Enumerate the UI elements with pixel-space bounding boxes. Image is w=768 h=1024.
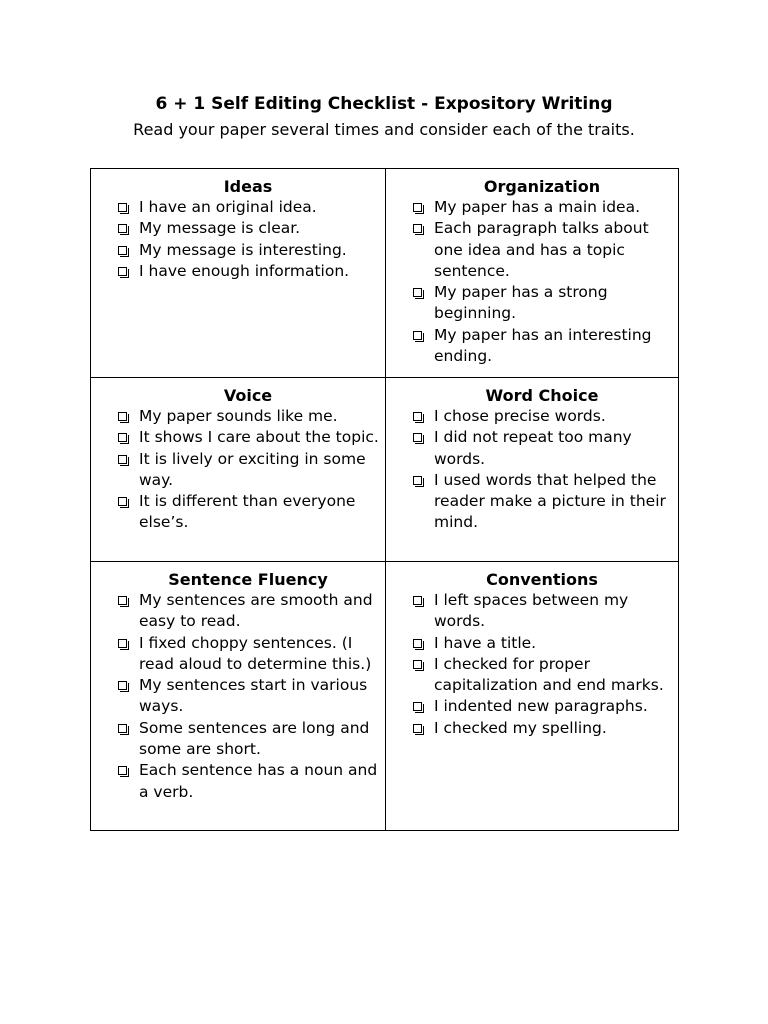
checklist-item xyxy=(115,406,381,427)
checklist-item-text: It shows I care about the topic. xyxy=(139,428,379,447)
checklist-item xyxy=(115,675,381,718)
checkbox-icon[interactable] xyxy=(118,497,127,506)
checklist-item xyxy=(410,282,674,325)
checklist-grid xyxy=(90,168,679,831)
checklist-item-text: I left spaces between my words. xyxy=(434,591,629,631)
checklist-item xyxy=(410,427,674,470)
checklist-item xyxy=(115,491,381,534)
checkbox-icon[interactable] xyxy=(118,203,127,212)
checkbox-icon[interactable] xyxy=(413,203,422,212)
checklist-item xyxy=(115,633,381,676)
checklist-item-text: I have an original idea. xyxy=(139,198,317,216)
checklist-item xyxy=(410,718,674,739)
checklist xyxy=(410,197,674,367)
trait-cell-word-choice xyxy=(386,378,678,561)
checklist-item-text: I fixed choppy sentences. (I read aloud to determine this.) xyxy=(139,633,372,673)
checkbox-icon[interactable] xyxy=(413,660,422,669)
checkbox-icon[interactable] xyxy=(118,224,127,233)
checklist-item xyxy=(115,449,381,492)
trait-heading: Organization xyxy=(483,177,601,196)
checkbox-icon[interactable] xyxy=(118,433,127,442)
checkbox-icon[interactable] xyxy=(118,455,127,464)
checkbox-icon[interactable] xyxy=(413,288,422,297)
checkbox-icon[interactable] xyxy=(118,766,127,775)
checklist-item xyxy=(410,406,674,427)
checkbox-icon[interactable] xyxy=(118,267,127,276)
checklist-item-text: My sentences are smooth and easy to read. xyxy=(139,591,373,631)
checklist-item xyxy=(410,696,674,717)
checkbox-icon[interactable] xyxy=(413,724,422,733)
checkbox-icon[interactable] xyxy=(413,702,422,711)
trait-heading: Word Choice xyxy=(485,386,599,405)
trait-cell-ideas xyxy=(91,169,385,377)
checklist-item xyxy=(115,197,381,218)
checklist-item-text: I have enough information. xyxy=(139,261,350,280)
checklist-item xyxy=(115,240,381,261)
checklist-item-text: My paper sounds like me. xyxy=(139,407,338,425)
checklist-item xyxy=(410,590,674,633)
checklist-item xyxy=(115,718,381,761)
checklist-item xyxy=(410,325,674,368)
checkbox-icon[interactable] xyxy=(413,331,422,340)
checklist-item-text: My paper has a main idea. xyxy=(434,198,640,216)
page-title: 6 + 1 Self Editing Checklist - Expository Writing xyxy=(155,94,613,114)
checklist-item-text: I chose precise words. xyxy=(434,407,606,425)
trait-heading: Conventions xyxy=(486,570,598,589)
checklist-item-text: My sentences start in various ways. xyxy=(139,676,368,716)
trait-heading: Voice xyxy=(223,386,273,405)
checkbox-icon[interactable] xyxy=(118,681,127,690)
checkbox-icon[interactable] xyxy=(413,412,422,421)
checkbox-icon[interactable] xyxy=(118,724,127,733)
checklist-item-text: I used words that helped the reader make a picture in their mind. xyxy=(434,470,666,532)
checklist-item xyxy=(115,427,381,448)
checkbox-icon[interactable] xyxy=(413,639,422,648)
checklist-item xyxy=(115,218,381,239)
trait-heading: Ideas xyxy=(223,177,273,196)
checklist xyxy=(410,590,674,739)
checklist-item-text: Some sentences are long and some are short. xyxy=(139,718,370,759)
checklist-item-text: Each paragraph talks about one idea and has a topic sentence. xyxy=(434,219,649,280)
checklist-item xyxy=(115,590,381,633)
checklist-item-text: My paper has a strong beginning. xyxy=(434,283,608,323)
checklist-item xyxy=(410,218,674,282)
trait-cell-conventions xyxy=(386,562,678,830)
checkbox-icon[interactable] xyxy=(118,639,127,648)
checklist-item xyxy=(115,261,381,282)
checklist-item xyxy=(410,654,674,697)
checklist xyxy=(115,406,381,534)
checklist-item-text: My paper has an interesting ending. xyxy=(434,325,652,366)
checkbox-icon[interactable] xyxy=(413,224,422,233)
trait-cell-organization xyxy=(386,169,678,377)
checkbox-icon[interactable] xyxy=(413,433,422,442)
checklist-item-text: I have a title. xyxy=(434,633,537,652)
checkbox-icon[interactable] xyxy=(413,476,422,485)
checklist-item xyxy=(410,633,674,654)
trait-heading: Sentence Fluency xyxy=(168,570,328,589)
checklist-item-text: I checked my spelling. xyxy=(434,718,607,737)
checkbox-icon[interactable] xyxy=(118,246,127,255)
checklist xyxy=(115,590,381,803)
checklist-item-text: It is different than everyone else’s. xyxy=(139,492,356,532)
checkbox-icon[interactable] xyxy=(413,596,422,605)
checklist-item xyxy=(115,760,381,803)
checklist-item-text: My message is clear. xyxy=(139,219,301,238)
checklist-item-text: I did not repeat too many words. xyxy=(434,428,632,468)
checkbox-icon[interactable] xyxy=(118,412,127,421)
checklist-item-text: Each sentence has a noun and a verb. xyxy=(139,761,378,801)
page-subtitle: Read your paper several times and consider each of the traits. xyxy=(133,120,635,139)
checklist xyxy=(115,197,381,282)
checkbox-icon[interactable] xyxy=(118,596,127,605)
checklist-item xyxy=(410,197,674,218)
trait-cell-voice xyxy=(91,378,385,561)
trait-cell-sentence-fluency xyxy=(91,562,385,830)
checklist-item-text: I checked for proper capitalization and end marks. xyxy=(434,654,664,695)
checklist-item-text: I indented new paragraphs. xyxy=(434,697,648,716)
checklist-item-text: My message is interesting. xyxy=(139,240,347,259)
checklist-item xyxy=(410,470,674,534)
checklist xyxy=(410,406,674,534)
checklist-item-text: It is lively or exciting in some way. xyxy=(139,449,366,489)
